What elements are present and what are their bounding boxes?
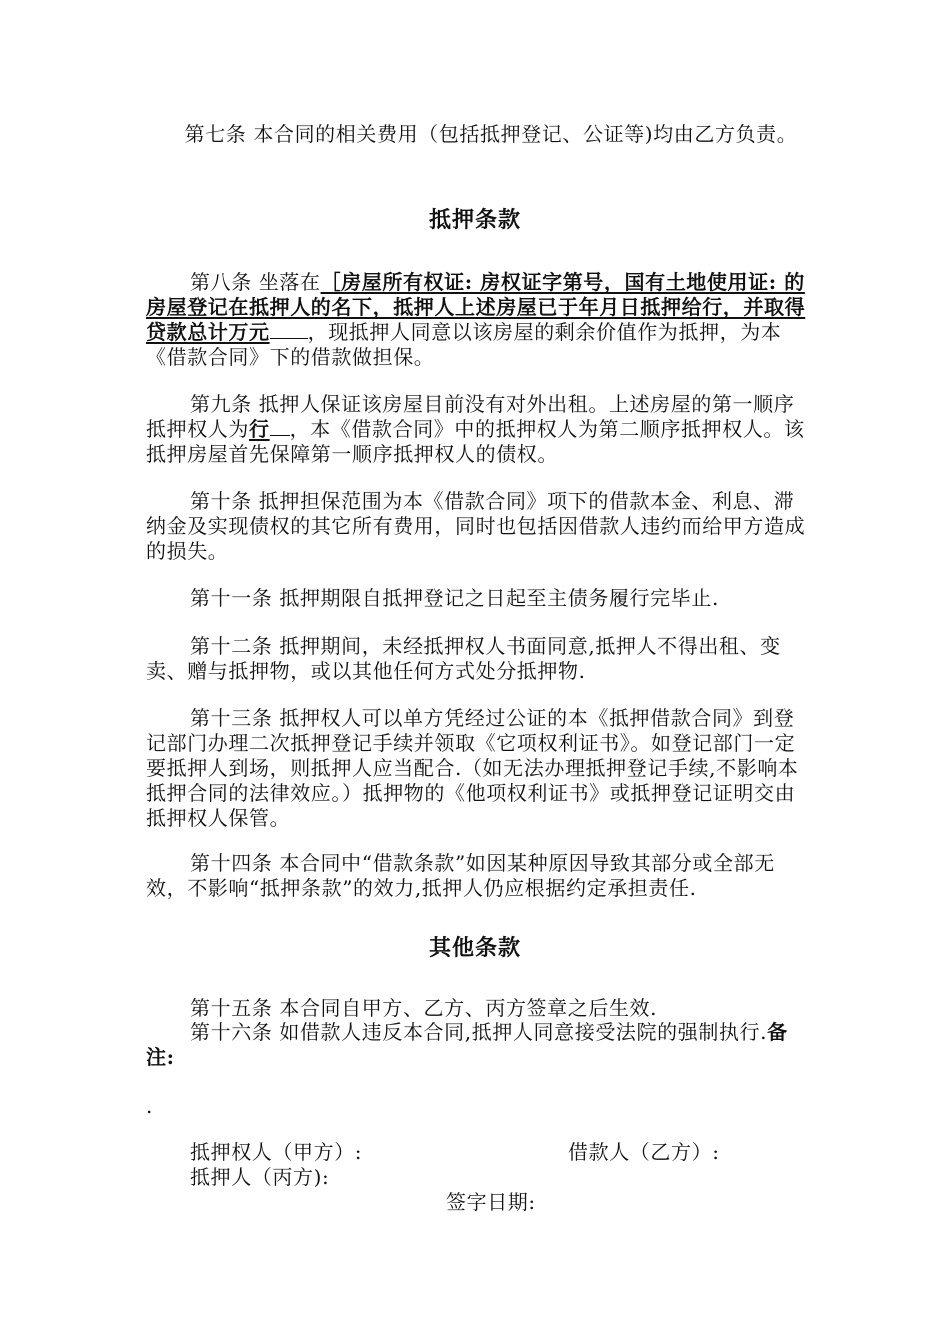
note-label: 备注:: [146, 1020, 788, 1069]
article-11: 第十一条 抵押期限自抵押登记之日起至主债务履行完毕止.: [190, 586, 719, 610]
article-16: [146, 1020, 812, 1070]
article-13: 第十三条 抵押权人可以单方凭经过公证的本《抵押借款合同》到登记部门办理二次抵押登记手续并领取《它项权利证书》。如登记部门一定要抵押人到场，则抵押人应当配合.（如无法办理抵押登记手续,不影响本抵押合同的法律效应。）抵押物的《他项权利证书》或抵押登记证明交由抵押权人保管。: [146, 706, 799, 830]
article-15: 第十五条 本合同自甲方、乙方、丙方签章之后生效.: [190, 996, 658, 1020]
article-7: 第七条 本合同的相关费用（包括抵押登记、公证等)均由乙方负责。: [184, 122, 798, 146]
article-9-suffix: ，本《借款合同》中的抵押权人为第二顺序抵押权人。该抵押房屋首先保障第一顺序抵押权人的债权。: [146, 417, 805, 466]
article-8-blank: [270, 337, 308, 339]
article-10: 第十条 抵押担保范围为本《借款合同》项下的借款本金、利息、滞纳金及实现债权的其它所有费用，同时也包括因借款人违约而给甲方造成的损失。: [146, 489, 806, 563]
signature-party-a: 抵押权人（甲方）:: [190, 1140, 363, 1164]
signature-party-b: 借款人（乙方）:: [568, 1140, 720, 1164]
article-16-text: 第十六条 如借款人违反本合同,抵押人同意接受法院的强制执行.: [190, 1020, 768, 1044]
article-9: [146, 392, 812, 467]
heading-mortgage-clauses: 抵押条款: [428, 208, 521, 233]
article-8-prefix: 第八条 坐落在: [190, 270, 321, 294]
article-9-bank: 行: [249, 417, 270, 441]
article-8-property-info: ［房屋所有权证: 房权证字第号，国有土地使用证: 的房屋登记在抵押人的名下，抵押人上述房屋已于年月日抵押给行，并取得贷款总计万元: [146, 270, 806, 344]
article-12: 第十二条 抵押期间，未经抵押权人书面同意,抵押人不得出租、变卖、赠与抵押物，或以其他任何方式处分抵押物.: [146, 634, 781, 683]
heading-other-clauses: 其他条款: [428, 936, 521, 961]
article-8: [146, 270, 812, 370]
signature-date: 签字日期:: [446, 1190, 536, 1214]
article-9-prefix: 第九条 抵押人保证该房屋目前没有对外出租。上述房屋的第一顺序抵押权人为: [146, 392, 795, 441]
signature-party-c: 抵押人（丙方):: [190, 1165, 330, 1189]
article-8-suffix: ，现抵押人同意以该房屋的剩余价值作为抵押，为本《借款合同》下的借款做担保。: [146, 320, 782, 369]
stray-dot: .: [146, 1094, 153, 1118]
article-14: 第十四条 本合同中“借款条款”如因某种原因导致其部分或全部无效，不影响“抵押条款”的效力,抵押人仍应根据约定承担责任.: [146, 851, 775, 900]
article-9-blank: [270, 434, 290, 436]
